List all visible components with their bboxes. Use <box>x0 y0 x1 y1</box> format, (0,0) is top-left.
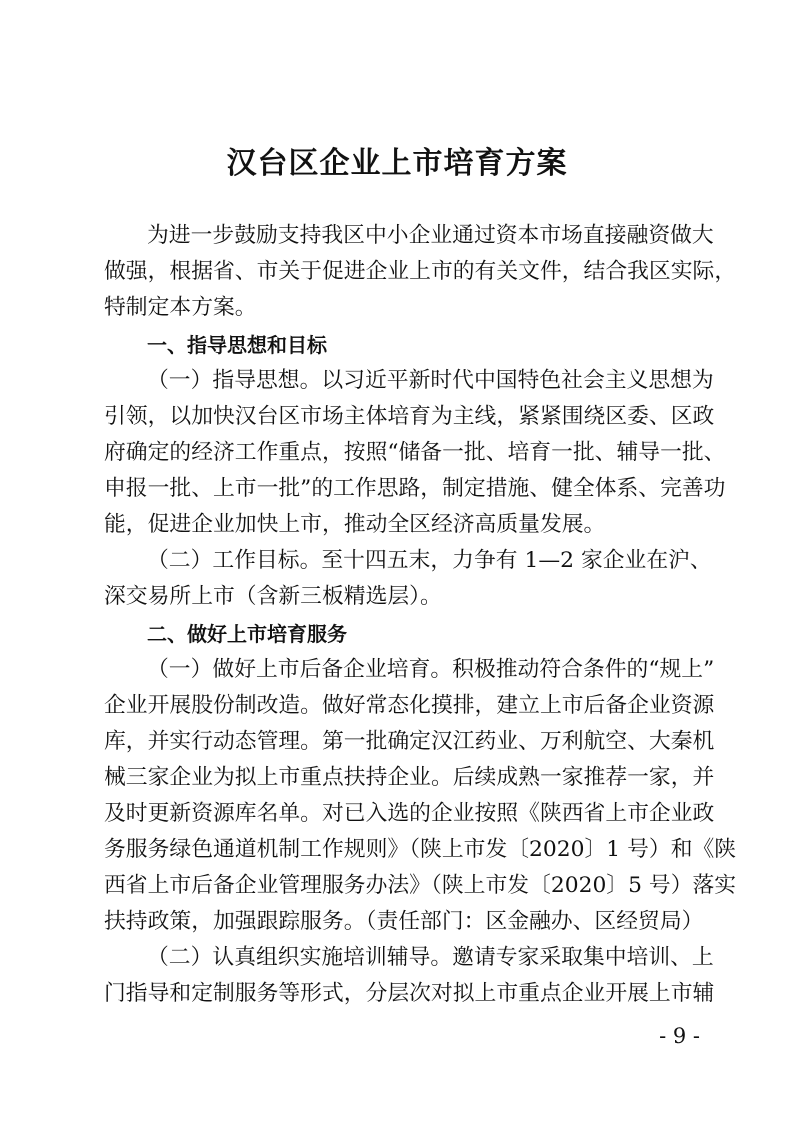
paragraph-reserve-line-1: （一）做好上市后备企业培育。积极推动符合条件的“规上” <box>147 657 715 682</box>
paragraph-guiding-line-2: 引领，以加快汉台区市场主体培育为主线，紧紧围绕区委、区政 <box>104 404 715 429</box>
paragraph-guiding-line-1: （一）指导思想。以习近平新时代中国特色社会主义思想为 <box>147 368 714 393</box>
paragraph-guiding-line-4: 申报一批、上市一批”的工作思路，制定措施、健全体系、完善功 <box>104 476 726 501</box>
document-title: 汉台区企业上市培育方案 <box>226 146 568 181</box>
section-heading-2: 二、做好上市培育服务 <box>147 622 347 646</box>
paragraph-guiding-line-3: 府确定的经济工作重点，按照“储备一批、培育一批、辅导一批、 <box>104 440 726 465</box>
paragraph-intro-line-3: 特制定本方案。 <box>104 295 257 320</box>
paragraph-intro-line-1: 为进一步鼓励支持我区中小企业通过资本市场直接融资做大 <box>147 223 714 248</box>
paragraph-reserve-line-8: 扶持政策，加强跟踪服务。（责任部门：区金融办、区经贸局） <box>104 909 704 934</box>
paragraph-reserve-line-3: 库，并实行动态管理。第一批确定汉江药业、万利航空、大秦机 <box>104 729 715 754</box>
paragraph-intro-line-2: 做强，根据省、市关于促进企业上市的有关文件，结合我区实际， <box>104 259 737 284</box>
paragraph-reserve-line-2: 企业开展股份制改造。做好常态化摸排，建立上市后备企业资源 <box>104 693 715 718</box>
paragraph-reserve-line-7: 西省上市后备企业管理服务办法》（陕上市发〔2020〕5 号）落实 <box>104 873 737 898</box>
paragraph-goal-line-2: 深交易所上市（含新三板精选层）。 <box>104 584 442 609</box>
paragraph-goal-line-1: （二）工作目标。至十四五末，力争有 1—2 家企业在沪、 <box>147 548 712 573</box>
paragraph-reserve-line-6: 务服务绿色通道机制工作规则》（陕上市发〔2020〕1 号）和《陕 <box>104 837 737 862</box>
paragraph-guiding-line-5: 能，促进企业加快上市，推动全区经济高质量发展。 <box>104 512 606 537</box>
paragraph-reserve-line-5: 及时更新资源库名单。对已入选的企业按照《陕西省上市企业政 <box>104 801 715 826</box>
paragraph-training-line-1: （二）认真组织实施培训辅导。邀请专家采取集中培训、上 <box>147 945 714 970</box>
paragraph-reserve-line-4: 械三家企业为拟上市重点扶持企业。后续成熟一家推荐一家，并 <box>104 765 715 790</box>
section-heading-1: 一、指导思想和目标 <box>147 333 327 357</box>
paragraph-training-line-2: 门指导和定制服务等形式，分层次对拟上市重点企业开展上市辅 <box>104 981 715 1006</box>
page-number: - 9 - <box>659 1024 700 1048</box>
